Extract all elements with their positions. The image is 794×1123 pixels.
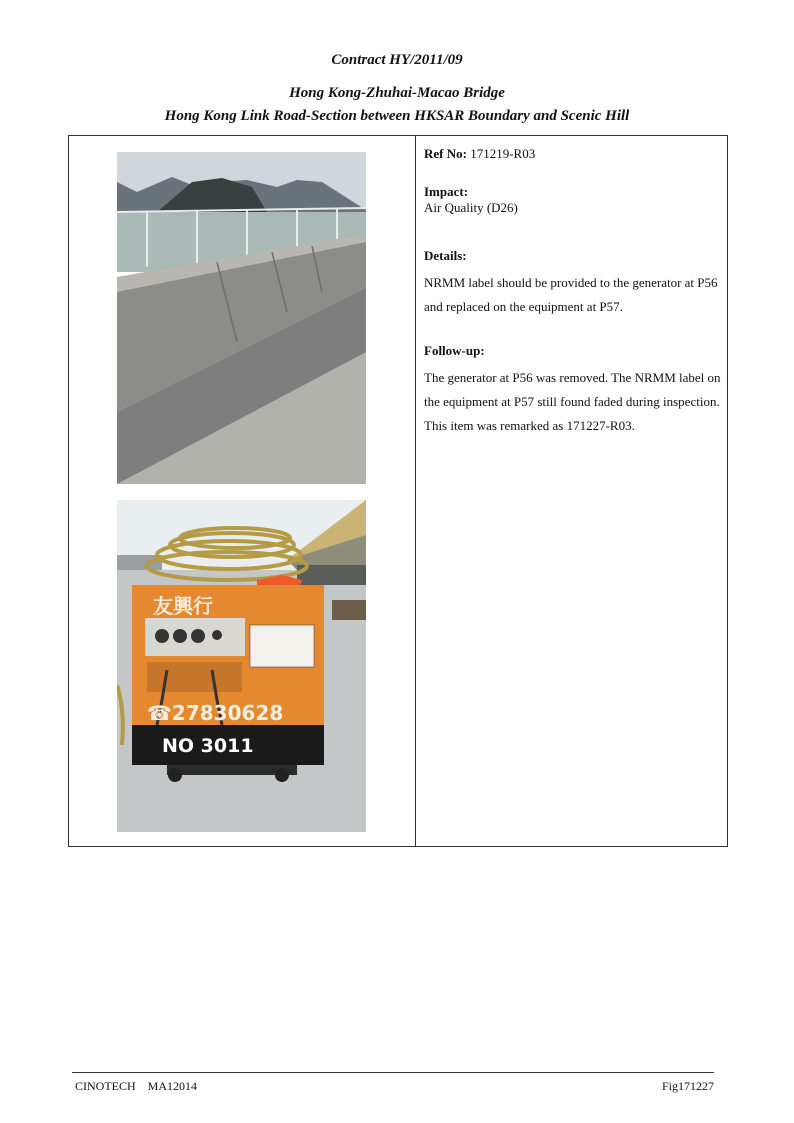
- footer-figure-number: Fig171227: [661, 1079, 714, 1093]
- contract-title: Contract HY/2011/09: [331, 52, 463, 68]
- details-text: NRMM label should be provided to the generator at P56 and replaced on the equipment at P57.: [424, 275, 718, 314]
- site-photo-p57-image: [117, 500, 366, 832]
- ref-value: 171219-R03: [470, 146, 536, 161]
- equipment-brand-text: 友興行: [153, 594, 213, 618]
- footer-company: CINOTECH MA12014: [75, 1079, 197, 1093]
- equipment-number-text: NO 3011: [162, 735, 254, 757]
- impact-value: Air Quality (D26): [424, 200, 518, 215]
- section-title: Hong Kong Link Road-Section between HKSAR Boundary and Scenic Hill: [164, 108, 630, 124]
- ref-number: [424, 146, 724, 162]
- equipment-phone-text: ☎27830628: [147, 701, 284, 725]
- column-divider: [415, 135, 416, 847]
- details-label: Details:: [424, 248, 467, 263]
- site-photo-p56-image: [117, 152, 366, 484]
- ref-label: Ref No:: [424, 146, 467, 161]
- site-photo-p56: [117, 152, 366, 484]
- impact-label: Impact:: [424, 184, 469, 199]
- followup-text: The generator at P56 was removed. The NRMM label on the equipment at P57 still found faded during inspection. This item was remarked as 171227-R03.: [424, 370, 721, 433]
- footer-rule: [72, 1072, 714, 1073]
- site-photo-p57: [117, 500, 366, 832]
- followup-label: Follow-up:: [424, 343, 485, 358]
- project-title: Hong Kong-Zhuhai-Macao Bridge: [289, 85, 505, 101]
